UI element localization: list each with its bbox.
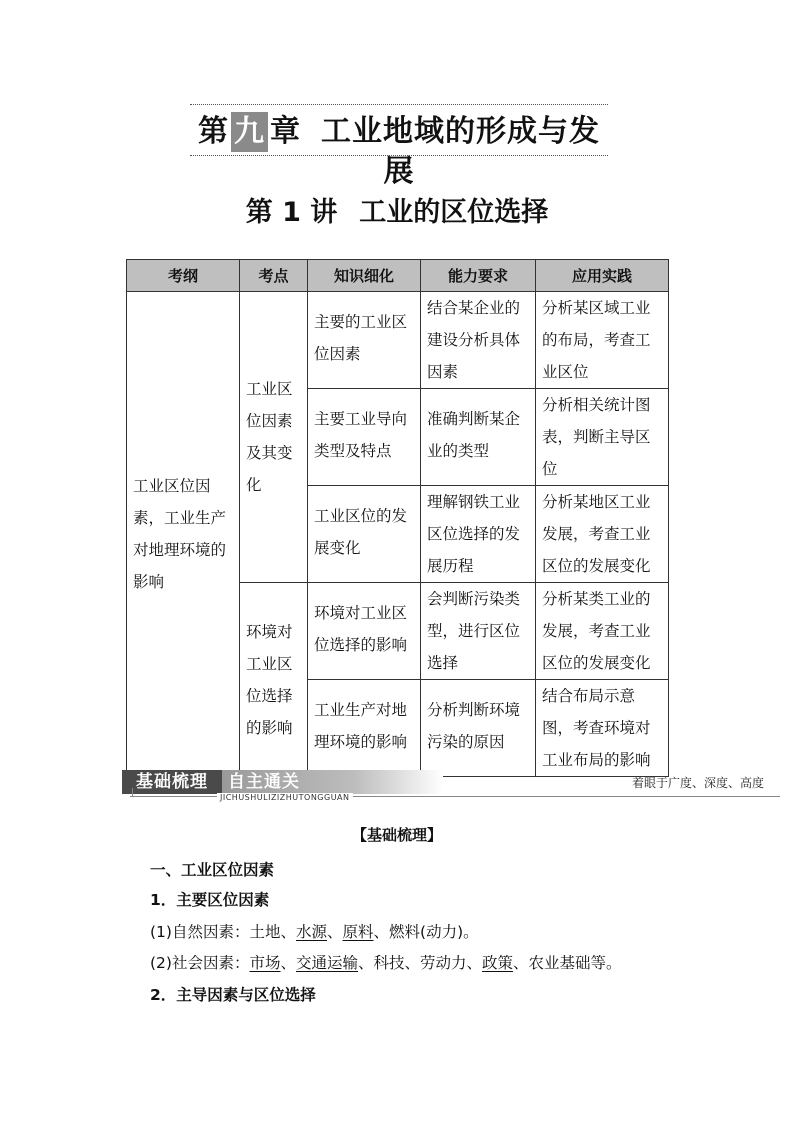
chapter-name: 工业地域的形成与发展 — [321, 114, 600, 189]
detail-cell: 主要工业导向类型及特点 — [308, 389, 421, 486]
detail-cell: 工业生产对地理环境的影响 — [308, 680, 421, 777]
chapter-rule-bottom — [190, 155, 608, 156]
chapter-number: 九 — [231, 112, 268, 152]
detail-cell: 环境对工业区位选择的影响 — [308, 583, 421, 680]
heading-level-2: 2．主导因素与区位选择 — [150, 986, 316, 1004]
heading-level-1: 一、工业区位因素 — [150, 861, 275, 879]
banner-dark-label: 基础梳理 — [122, 770, 222, 794]
table-header-row — [127, 260, 669, 292]
practice-cell: 分析某地区工业发展，考查工业区位的发展变化 — [536, 486, 669, 583]
practice-cell: 分析某区域工业的布局，考查工业区位 — [536, 292, 669, 389]
table-header: 能力要求 — [421, 260, 536, 292]
underlined-term: 市场 — [249, 954, 281, 972]
text-run: 、 — [326, 923, 343, 941]
practice-cell: 结合布局示意图，考查环境对工业布局的影响 — [536, 680, 669, 777]
detail-cell: 工业区位的发展变化 — [308, 486, 421, 583]
table-header: 知识细化 — [308, 260, 421, 292]
ability-cell: 会判断污染类型，进行区位选择 — [421, 583, 536, 680]
underlined-term: 政策 — [482, 954, 514, 972]
practice-cell: 分析相关统计图表，判断主导区位 — [536, 389, 669, 486]
heading-level-2: 1．主要区位因素 — [150, 891, 270, 909]
paragraph-natural-factors — [150, 920, 479, 944]
section-heading: 【基础梳理】 — [351, 826, 442, 844]
chapter-rule-top — [190, 104, 608, 105]
banner-tagline: 着眼于广度、深度、高度 — [631, 776, 764, 790]
banner-pinyin: JICHUSHULIZIZHUTONGGUAN — [217, 793, 353, 802]
ability-cell: 分析判断环境污染的原因 — [421, 680, 536, 777]
table-header: 考纲 — [127, 260, 240, 292]
syllabus-table — [126, 259, 669, 777]
text-run: 、 — [280, 954, 296, 972]
paragraph-social-factors — [150, 951, 622, 975]
underlined-term: 水源 — [295, 923, 327, 941]
lesson-title — [0, 193, 794, 233]
text-run: 、农业基础等。 — [513, 954, 622, 972]
section-banner — [122, 770, 780, 804]
lesson-number: 第 1 讲 — [245, 197, 338, 228]
table-header: 应用实践 — [536, 260, 669, 292]
point-cell: 工业区位因素及其变化 — [240, 292, 308, 583]
chapter-suffix: 章 — [270, 114, 301, 149]
chapter-prefix: 第 — [198, 114, 229, 149]
ability-cell: 理解钢铁工业区位选择的发展历程 — [421, 486, 536, 583]
text-run: 、科技、劳动力、 — [358, 954, 483, 972]
practice-cell: 分析某类工业的发展，考查工业区位的发展变化 — [536, 583, 669, 680]
text-run: (2)社会因素： — [150, 954, 250, 972]
underlined-term: 原料 — [342, 923, 374, 941]
table-header: 考点 — [240, 260, 308, 292]
text-run: (1)自然因素：土地、 — [150, 923, 296, 941]
banner-light-label: 自主通关 — [222, 770, 443, 794]
lesson-name: 工业的区位选择 — [359, 197, 549, 228]
detail-cell: 主要的工业区位因素 — [308, 292, 421, 389]
chapter-title — [190, 112, 608, 192]
table-row — [127, 292, 669, 389]
ability-cell: 结合某企业的建设分析具体因素 — [421, 292, 536, 389]
text-run: 、燃料(动力)。 — [373, 923, 479, 941]
point-cell: 环境对工业区位选择的影响 — [240, 583, 308, 777]
syllabus-cell: 工业区位因素，工业生产对地理环境的影响 — [127, 292, 240, 777]
underlined-term: 交通运输 — [296, 954, 359, 972]
ability-cell: 准确判断某企业的类型 — [421, 389, 536, 486]
